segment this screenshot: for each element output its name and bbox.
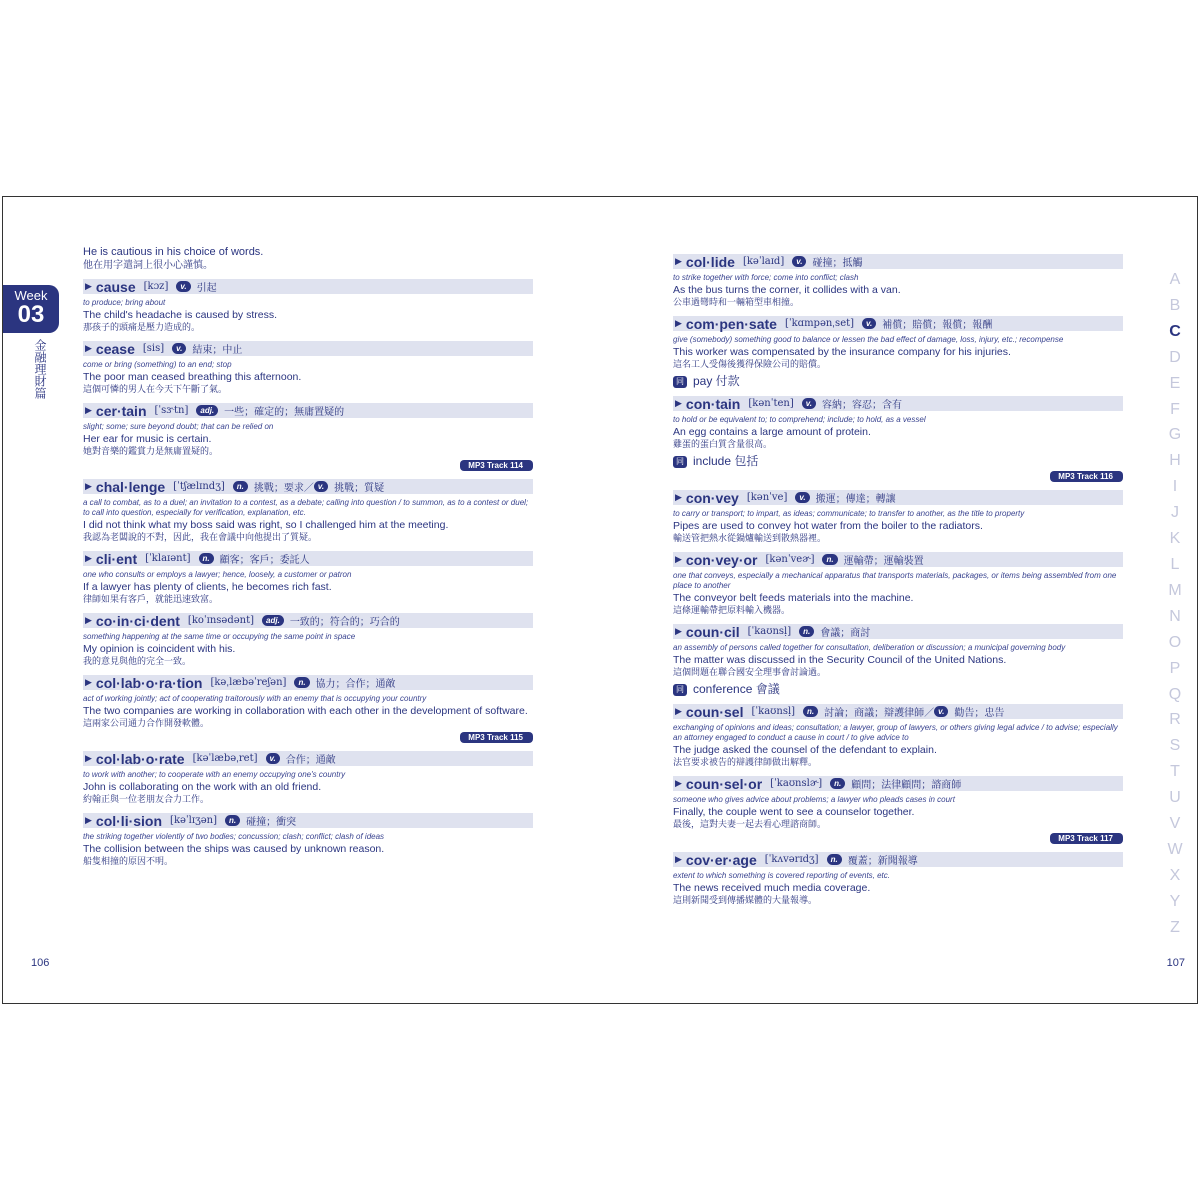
related-word-text: include 包括 bbox=[693, 454, 759, 468]
translation: 勸告；忠告 bbox=[954, 708, 1005, 719]
mp3-track-badge[interactable]: MP3 Track 114 bbox=[460, 460, 533, 471]
example-sentence: The judge asked the counsel of the defendant to explain. bbox=[673, 744, 937, 756]
headword: con·tain bbox=[685, 395, 741, 412]
alphabet-letter-f[interactable]: F bbox=[1170, 400, 1180, 418]
headword: cov·er·age bbox=[685, 851, 757, 868]
part-of-speech-badge: n. bbox=[799, 626, 814, 637]
definition: to carry or transport; to impart, as ideas; communicate; to transfer to another, as the title to property bbox=[673, 509, 1025, 518]
headword: com·pen·sate bbox=[685, 315, 777, 332]
translation: 搬運；傳達；轉讓 bbox=[815, 494, 896, 505]
headword-bar bbox=[673, 552, 1123, 567]
headword: col·lab·o·rate bbox=[95, 750, 185, 767]
bullet-triangle-icon: ▶ bbox=[85, 481, 92, 491]
headword-bar bbox=[673, 254, 1123, 269]
example-translation: 公車過彎時和一輛箱型車相撞。 bbox=[673, 298, 800, 308]
translation: 結束；中止 bbox=[192, 345, 243, 356]
example-sentence: My opinion is coincident with his. bbox=[83, 643, 236, 655]
translation: 會議；商討 bbox=[820, 628, 871, 639]
example-sentence: The matter was discussed in the Security Council of the United Nations. bbox=[673, 654, 1007, 666]
example-sentence: An egg contains a large amount of protein. bbox=[673, 426, 871, 438]
synonym-badge: 同 bbox=[673, 684, 687, 696]
definition: someone who gives advice about problems; a lawyer who pleads cases in court bbox=[673, 795, 955, 804]
part-of-speech-badge: n. bbox=[803, 706, 818, 717]
alphabet-letter-y[interactable]: Y bbox=[1169, 892, 1181, 910]
alphabet-letter-s[interactable]: S bbox=[1169, 737, 1181, 755]
headword: col·li·sion bbox=[95, 812, 163, 829]
part-of-speech-badge: v. bbox=[862, 318, 876, 329]
example-translation: 這個問題在聯合國安全理事會討論過。 bbox=[673, 668, 827, 678]
mp3-track-row bbox=[83, 732, 533, 744]
headword: chal·lenge bbox=[95, 478, 166, 495]
bullet-triangle-icon: ▶ bbox=[675, 492, 682, 502]
vocab-entry bbox=[673, 490, 1123, 545]
alphabet-letter-b[interactable]: B bbox=[1169, 296, 1181, 314]
definition: the striking together violently of two bodies; concussion; clash; conflict; clash of ideas bbox=[83, 832, 385, 841]
translation: 碰撞；抵觸 bbox=[812, 258, 863, 269]
section-title: 金融理財篇 bbox=[33, 339, 47, 399]
pronunciation: [kənˈve] bbox=[746, 492, 788, 503]
example-translation: 最後，這對夫妻一起去看心理諮商師。 bbox=[673, 820, 827, 830]
headword: coun·sel·or bbox=[685, 775, 763, 792]
pronunciation: [kəˈlæbəˌret] bbox=[192, 753, 258, 764]
translation: 挑戰；要求／ bbox=[253, 483, 314, 494]
part-of-speech-badge: v. bbox=[314, 481, 328, 492]
page-number-left: 106 bbox=[31, 957, 50, 969]
pronunciation: [ˈkaʊnsḷ] bbox=[747, 626, 792, 637]
bullet-triangle-icon: ▶ bbox=[675, 554, 682, 564]
headword-bar bbox=[83, 551, 533, 566]
example-sentence: As the bus turns the corner, it collides with a van. bbox=[673, 284, 901, 296]
context-translation: 他在用字遣詞上很小心謹慎。 bbox=[83, 260, 213, 271]
part-of-speech-badge: v. bbox=[934, 706, 948, 717]
pronunciation: [kənˈveɚ] bbox=[765, 554, 815, 565]
headword-bar bbox=[673, 624, 1123, 639]
headword-bar bbox=[83, 613, 533, 628]
vocab-entry bbox=[673, 704, 1123, 769]
bullet-triangle-icon: ▶ bbox=[675, 318, 682, 328]
alphabet-letter-c[interactable]: C bbox=[1169, 322, 1181, 340]
part-of-speech-badge: adj. bbox=[262, 615, 284, 626]
alphabet-letter-m[interactable]: M bbox=[1168, 581, 1182, 599]
translation: 運輸帶；運輸裝置 bbox=[843, 556, 924, 567]
alphabet-letter-a[interactable]: A bbox=[1169, 271, 1181, 288]
example-translation: 我的意見與他的完全一致。 bbox=[83, 657, 192, 667]
pronunciation: [ˈkʌvərɪdʒ] bbox=[764, 854, 819, 865]
alphabet-letter-o[interactable]: O bbox=[1168, 633, 1182, 651]
definition: to work with another; to cooperate with an enemy occupying one's country bbox=[83, 770, 346, 779]
definition: something happening at the same time or occupying the same point in space bbox=[83, 632, 356, 641]
definition: to produce; bring about bbox=[83, 298, 166, 307]
example-translation: 這名工人受傷後獲得保險公司的賠償。 bbox=[673, 360, 827, 370]
bullet-triangle-icon: ▶ bbox=[675, 854, 682, 864]
alphabet-letter-w[interactable]: W bbox=[1167, 840, 1183, 858]
headword: coun·sel bbox=[685, 703, 744, 720]
related-word bbox=[673, 453, 1123, 469]
mp3-track-row bbox=[83, 460, 533, 472]
part-of-speech-badge: v. bbox=[176, 281, 190, 292]
alphabet-letter-k[interactable]: K bbox=[1169, 530, 1181, 548]
definition: exchanging of opinions and ideas; consultation; a lawyer, group of lawyers, or others giving legal advice / to advise; especially an attorney engaged to conduct a cause in court / to give advice to bbox=[673, 723, 1118, 742]
example-sentence: The two companies are working in collaboration with each other in the development of software. bbox=[83, 705, 528, 717]
translation: 顧問；法律顧問；諮商師 bbox=[851, 780, 962, 791]
bullet-triangle-icon: ▶ bbox=[85, 281, 92, 291]
headword: cause bbox=[95, 278, 136, 295]
alphabet-letter-i[interactable]: I bbox=[1172, 478, 1178, 496]
part-of-speech-badge: adj. bbox=[196, 405, 218, 416]
example-translation: 法官要求被告的辯護律師做出解釋。 bbox=[673, 758, 818, 768]
left-entry-list bbox=[83, 245, 533, 868]
bullet-triangle-icon: ▶ bbox=[85, 615, 92, 625]
definition: come or bring (something) to an end; stop bbox=[83, 360, 232, 369]
pronunciation: [kɔz] bbox=[143, 281, 169, 292]
headword: coun·cil bbox=[685, 623, 740, 640]
alphabet-letter-g[interactable]: G bbox=[1168, 426, 1182, 444]
bullet-triangle-icon: ▶ bbox=[675, 778, 682, 788]
translation: 討論；商議；辯護律師／ bbox=[824, 708, 935, 719]
alphabet-letter-r[interactable]: R bbox=[1169, 711, 1181, 729]
example-sentence: The news received much media coverage. bbox=[673, 882, 871, 894]
headword-bar bbox=[673, 704, 1123, 719]
example-translation: 這兩家公司通力合作開發軟體。 bbox=[83, 719, 210, 729]
part-of-speech-badge: v. bbox=[795, 492, 809, 503]
part-of-speech-badge: v. bbox=[792, 256, 806, 267]
translation: 一致的；符合的；巧合的 bbox=[289, 617, 400, 628]
example-sentence: John is collaborating on the work with an old friend. bbox=[83, 781, 322, 793]
definition: an assembly of persons called together for consultation, deliberation or discussion; a municipal governing body bbox=[673, 643, 1066, 652]
vocab-entry bbox=[83, 675, 533, 744]
left-page bbox=[3, 197, 603, 1005]
example-sentence: If a lawyer has plenty of clients, he becomes rich fast. bbox=[83, 581, 332, 593]
definition: to strike together with force; come into conflict; clash bbox=[673, 273, 859, 282]
bullet-triangle-icon: ▶ bbox=[85, 343, 92, 353]
top-context bbox=[83, 245, 533, 272]
pronunciation: [kəˈlɪʒən] bbox=[170, 815, 217, 826]
pronunciation: [ˈkaʊnsḷ] bbox=[751, 706, 796, 717]
headword: co·in·ci·dent bbox=[95, 612, 180, 629]
translation: 引起 bbox=[196, 283, 217, 294]
translation: 容納；容忍；含有 bbox=[821, 400, 902, 411]
page-number-right: 107 bbox=[1166, 957, 1185, 969]
headword-bar bbox=[83, 403, 533, 418]
headword: col·lab·o·ra·tion bbox=[95, 674, 203, 691]
example-translation: 雞蛋的蛋白質含量很高。 bbox=[673, 440, 773, 450]
alphabet-letter-t[interactable]: T bbox=[1170, 763, 1180, 781]
vocab-entry bbox=[673, 552, 1123, 617]
vocab-entry bbox=[673, 254, 1123, 309]
bullet-triangle-icon: ▶ bbox=[85, 553, 92, 563]
mp3-track-row bbox=[673, 471, 1123, 483]
mp3-track-badge[interactable]: MP3 Track 117 bbox=[1050, 833, 1123, 844]
headword-bar bbox=[83, 675, 533, 690]
book-spread bbox=[2, 196, 1198, 1004]
pronunciation: [sis] bbox=[142, 343, 165, 354]
vocab-entry bbox=[673, 776, 1123, 845]
alphabet-letter-z[interactable]: Z bbox=[1170, 918, 1180, 936]
vocab-entry bbox=[83, 279, 533, 334]
pronunciation: [ˈtʃælɪndʒ] bbox=[173, 481, 225, 492]
example-sentence: This worker was compensated by the insurance company for his injuries. bbox=[673, 346, 1011, 358]
headword-bar bbox=[83, 813, 533, 828]
vocab-entry bbox=[83, 751, 533, 806]
vocab-entry bbox=[83, 613, 533, 668]
bullet-triangle-icon: ▶ bbox=[85, 815, 92, 825]
vocab-entry bbox=[673, 852, 1123, 907]
example-sentence: Finally, the couple went to see a counselor together. bbox=[673, 806, 915, 818]
headword-bar bbox=[83, 479, 533, 494]
vocab-entry bbox=[83, 479, 533, 544]
definition: extent to which something is covered reporting of events, etc. bbox=[673, 871, 891, 880]
pronunciation: [ˈsɝtn] bbox=[154, 405, 189, 416]
example-translation: 輸送管把熱水從鍋爐輸送到散熱器裡。 bbox=[673, 534, 827, 544]
week-tab bbox=[3, 285, 59, 333]
headword-bar bbox=[673, 490, 1123, 505]
example-sentence: The poor man ceased breathing this afternoon. bbox=[83, 371, 302, 383]
alphabet-letter-v[interactable]: V bbox=[1169, 815, 1181, 833]
example-sentence: I did not think what my boss said was right, so I challenged him at the meeting. bbox=[83, 519, 449, 531]
right-page bbox=[603, 197, 1199, 1005]
example-translation: 船隻相撞的原因不明。 bbox=[83, 857, 174, 867]
pronunciation: [kənˈten] bbox=[748, 398, 794, 409]
vocab-entry bbox=[673, 316, 1123, 389]
vocab-entry bbox=[83, 813, 533, 868]
related-word bbox=[673, 373, 1123, 389]
example-sentence: The conveyor belt feeds materials into the machine. bbox=[673, 592, 914, 604]
example-translation: 約翰正與一位老朋友合力工作。 bbox=[83, 795, 210, 805]
pronunciation: [koˈɪnsədənt] bbox=[187, 615, 255, 626]
headword-bar bbox=[673, 776, 1123, 791]
pronunciation: [ˈkaʊnslɚ] bbox=[770, 778, 823, 789]
translation: 一些；確定的；無庸置疑的 bbox=[224, 407, 345, 418]
alphabet-letter-h[interactable]: H bbox=[1169, 452, 1181, 470]
translation: 合作；通敵 bbox=[285, 755, 336, 766]
part-of-speech-badge: n. bbox=[822, 554, 837, 565]
headword: cer·tain bbox=[95, 402, 147, 419]
pronunciation: [ˈkɑmpənˌset] bbox=[784, 318, 855, 329]
vocab-entry bbox=[673, 624, 1123, 697]
headword-bar bbox=[673, 852, 1123, 867]
synonym-badge: 同 bbox=[673, 456, 687, 468]
mp3-track-badge[interactable]: MP3 Track 115 bbox=[460, 732, 533, 743]
part-of-speech-badge: n. bbox=[225, 815, 240, 826]
synonym-badge: 同 bbox=[673, 376, 687, 388]
headword: con·vey·or bbox=[685, 551, 758, 568]
alphabet-letter-j[interactable]: J bbox=[1171, 504, 1179, 522]
example-sentence: Her ear for music is certain. bbox=[83, 433, 212, 445]
related-word-text: pay 付款 bbox=[693, 374, 740, 388]
example-sentence: Pipes are used to convey hot water from the boiler to the radiators. bbox=[673, 520, 983, 532]
definition: one that conveys, especially a mechanical apparatus that transports materials, packages, or items being assembled from one place to another bbox=[673, 571, 1117, 590]
headword: con·vey bbox=[685, 489, 739, 506]
alphabet-letter-n[interactable]: N bbox=[1169, 607, 1181, 625]
definition: act of working jointly; act of cooperating traitorously with an enemy that is occupying your country bbox=[83, 694, 427, 703]
bullet-triangle-icon: ▶ bbox=[675, 626, 682, 636]
headword-bar bbox=[83, 279, 533, 294]
definition: a call to combat, as to a duel; an invitation to a contest, as a debate; calling into question / to summon, as to a contest or duel; to call into question, especially for verification, explanation, etc. bbox=[83, 498, 529, 517]
bullet-triangle-icon: ▶ bbox=[675, 256, 682, 266]
right-entry-list bbox=[673, 247, 1123, 907]
headword: cli·ent bbox=[95, 550, 138, 567]
example-sentence: The collision between the ships was caused by unknown reason. bbox=[83, 843, 385, 855]
example-translation: 我認為老闆說的不對，因此，我在會議中向他提出了質疑。 bbox=[83, 533, 318, 543]
related-word-text: conference 會議 bbox=[693, 682, 780, 696]
example-translation: 這則新聞受到傳播媒體的大量報導。 bbox=[673, 896, 818, 906]
alphabet-letter-x[interactable]: X bbox=[1169, 866, 1181, 884]
part-of-speech-badge: v. bbox=[172, 343, 186, 354]
vocab-entry bbox=[83, 403, 533, 472]
vocab-entry bbox=[673, 396, 1123, 483]
headword: col·lide bbox=[685, 253, 735, 270]
vocab-entry bbox=[83, 551, 533, 606]
headword-bar bbox=[673, 316, 1123, 331]
translation: 協力；合作；通敵 bbox=[315, 679, 396, 690]
alphabet-letter-q[interactable]: Q bbox=[1168, 685, 1182, 703]
bullet-triangle-icon: ▶ bbox=[85, 677, 92, 687]
example-translation: 那孩子的頭痛是壓力造成的。 bbox=[83, 323, 201, 333]
translation: 挑戰；質疑 bbox=[334, 483, 385, 494]
part-of-speech-badge: n. bbox=[830, 778, 845, 789]
example-translation: 她對音樂的鑑賞力是無庸置疑的。 bbox=[83, 447, 219, 457]
pronunciation: [ˈklaɪənt] bbox=[145, 553, 191, 564]
example-translation: 這個可憐的男人在今天下午斷了氣。 bbox=[83, 385, 228, 395]
translation: 碰撞；衝突 bbox=[246, 817, 297, 828]
bullet-triangle-icon: ▶ bbox=[675, 706, 682, 716]
translation: 顧客；客戶；委託人 bbox=[219, 555, 310, 566]
related-word bbox=[673, 681, 1123, 697]
mp3-track-badge[interactable]: MP3 Track 116 bbox=[1050, 471, 1123, 482]
alphabet-letter-p[interactable]: P bbox=[1169, 659, 1181, 677]
week-label: Week bbox=[14, 288, 48, 303]
headword: cease bbox=[95, 340, 135, 357]
headword-bar bbox=[83, 341, 533, 356]
definition: slight; some; sure beyond doubt; that can be relied on bbox=[83, 422, 274, 431]
week-number: 03 bbox=[17, 301, 45, 328]
definition: one who consults or employs a lawyer; hence, loosely, a customer or patron bbox=[83, 570, 352, 579]
alphabet-index bbox=[1165, 267, 1185, 941]
definition: give (somebody) something good to balance or lessen the bad effect of damage, loss, injury, etc.; recompense bbox=[673, 335, 1064, 344]
part-of-speech-badge: n. bbox=[199, 553, 214, 564]
pronunciation: [kəˌlæbəˈreʃən] bbox=[210, 677, 287, 688]
example-translation: 這條運輸帶把原料輸入機器。 bbox=[673, 606, 791, 616]
bullet-triangle-icon: ▶ bbox=[85, 405, 92, 415]
pronunciation: [kəˈlaɪd] bbox=[742, 256, 785, 267]
part-of-speech-badge: v. bbox=[802, 398, 816, 409]
alphabet-letter-e[interactable]: E bbox=[1169, 374, 1181, 392]
vocab-entry bbox=[83, 341, 533, 396]
bullet-triangle-icon: ▶ bbox=[675, 398, 682, 408]
alphabet-letter-d[interactable]: D bbox=[1169, 348, 1181, 366]
headword-bar bbox=[83, 751, 533, 766]
translation: 覆蓋；新聞報導 bbox=[847, 856, 918, 867]
bullet-triangle-icon: ▶ bbox=[85, 753, 92, 763]
definition: to hold or be equivalent to; to comprehend; include; to hold, as a vessel bbox=[673, 415, 926, 424]
part-of-speech-badge: v. bbox=[266, 753, 280, 764]
translation: 補償；賠償；報償；報酬 bbox=[882, 320, 993, 331]
alphabet-letter-l[interactable]: L bbox=[1170, 555, 1180, 573]
headword-bar bbox=[673, 396, 1123, 411]
context-sentence: He is cautious in his choice of words. bbox=[83, 246, 264, 258]
part-of-speech-badge: n. bbox=[233, 481, 248, 492]
mp3-track-row bbox=[673, 833, 1123, 845]
example-sentence: The child's headache is caused by stress. bbox=[83, 309, 278, 321]
part-of-speech-badge: n. bbox=[294, 677, 309, 688]
alphabet-letter-u[interactable]: U bbox=[1169, 789, 1181, 807]
example-translation: 律師如果有客戶，就能迅速致富。 bbox=[83, 595, 219, 605]
part-of-speech-badge: n. bbox=[827, 854, 842, 865]
